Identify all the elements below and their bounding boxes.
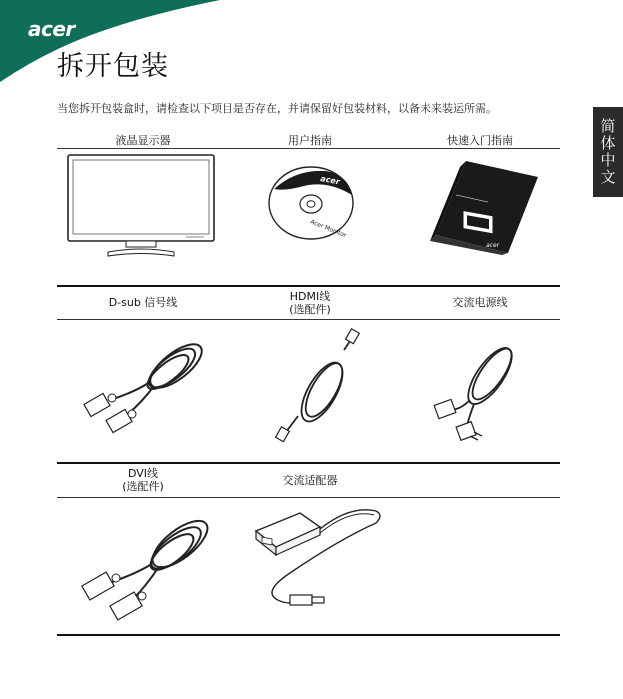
item-label-d-sub: D-sub 信号线 (108, 296, 178, 309)
ac-power-cord-icon (430, 330, 530, 442)
table-divider (57, 634, 560, 636)
dvi-cable-icon (80, 508, 220, 624)
item-label-ac-power: 交流电源线 (452, 296, 508, 309)
cd-label: Acer Monitor (309, 218, 348, 240)
brand-logo: acer (28, 17, 75, 41)
svg-text:acer: acer (486, 242, 500, 249)
page-title: 拆开包装 (57, 51, 169, 82)
quick-start-guide-icon (426, 155, 542, 255)
table-divider (57, 285, 560, 287)
item-label-dvi: DVI线 (选配件) (122, 467, 164, 493)
table-divider (57, 462, 560, 464)
item-label-hdmi: HDMI线 (选配件) (289, 290, 331, 316)
item-label-ac-adapter: 交流适配器 (282, 474, 338, 487)
intro-text: 当您拆开包装盒时，请检查以下项目是否存在，并请保留好包装材料，以备未来装运所需。 (57, 102, 497, 115)
hdmi-cable-icon (262, 328, 372, 444)
language-tab: 简体中文 (593, 107, 623, 197)
svg-text:acer: acer (319, 174, 341, 187)
item-label-user-guide: 用户指南 (288, 134, 332, 147)
lcd-monitor-icon (66, 153, 216, 261)
table-divider (57, 319, 560, 320)
table-divider (57, 497, 560, 498)
item-label-lcd-monitor: 液晶显示器 (115, 134, 171, 147)
item-label-quick-start: 快速入门指南 (447, 134, 513, 147)
user-guide-cd-icon (266, 165, 358, 243)
d-sub-cable-icon (80, 330, 220, 440)
table-divider (57, 148, 560, 149)
ac-adapter-icon (250, 503, 385, 615)
